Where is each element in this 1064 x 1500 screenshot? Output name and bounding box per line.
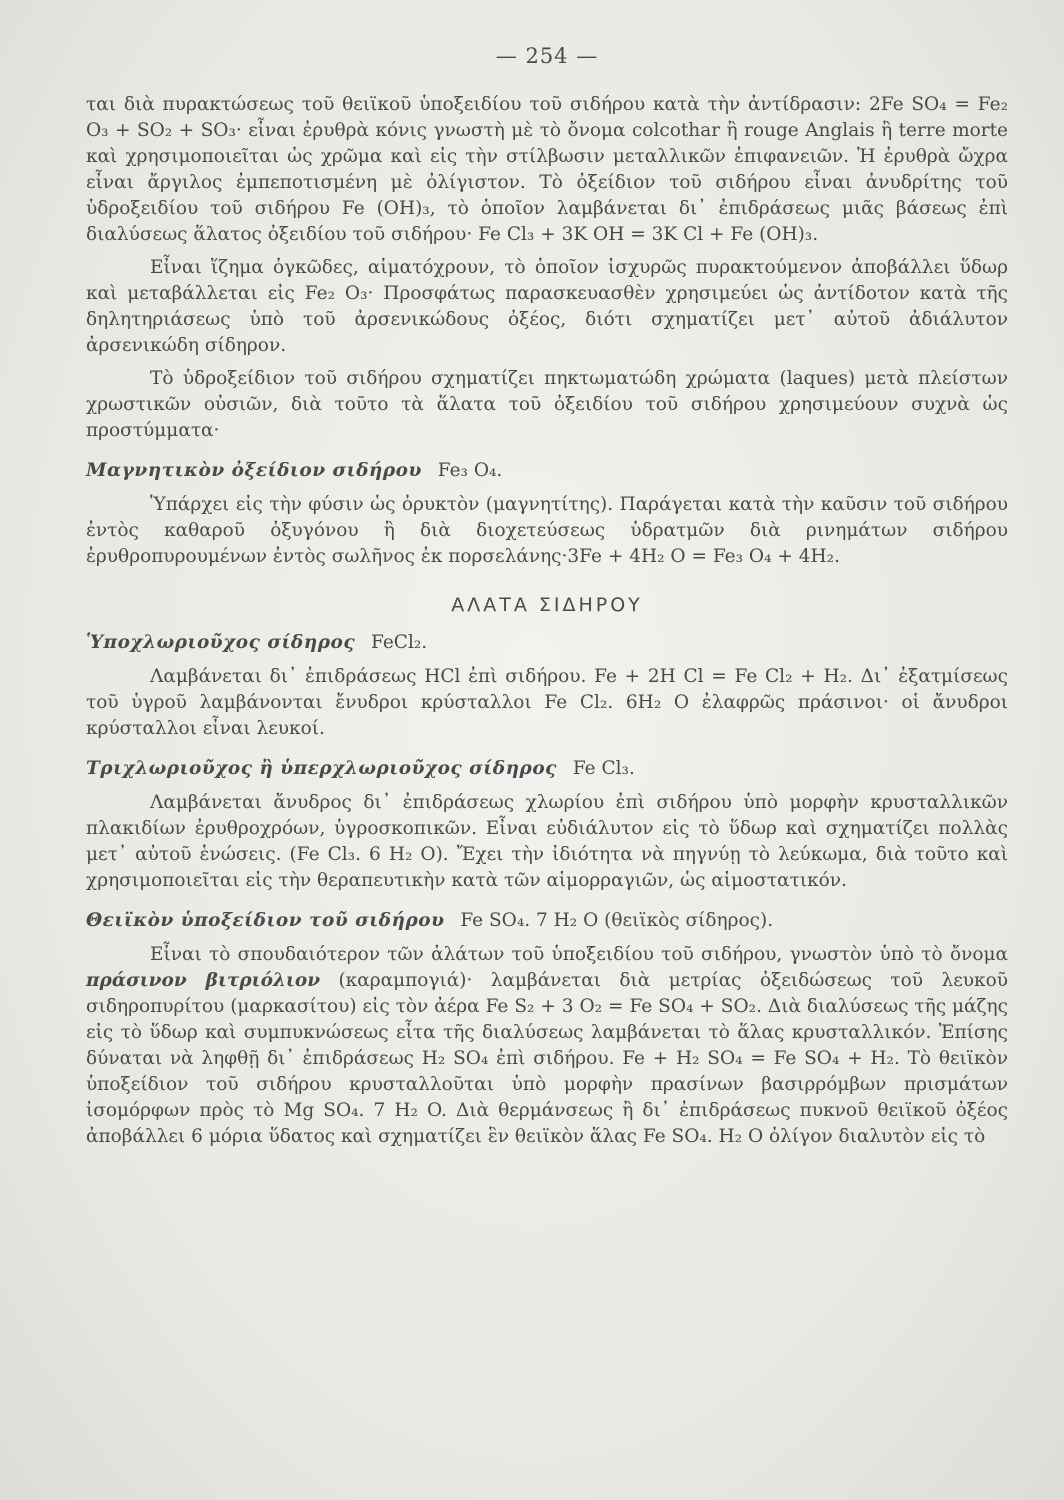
ferrous-sulfate-title: Θειϊκὸν ὑποξείδιον τοῦ σιδήρου (86, 910, 445, 931)
ferrous-sulfate-formula: Fe SO₄. 7 H₂ O (θειϊκὸς σίδηρος). (460, 910, 774, 931)
paragraph-ferrous-sulfate (86, 942, 1008, 1150)
magnetic-oxide-formula: Fe₃ O₄. (437, 460, 503, 481)
section-title-iron-salts: ΑΛΑΤΑ ΣΙΔΗΡΟΥ (451, 594, 643, 616)
page-number: — 254 — (495, 44, 599, 68)
paragraph-iron-oxide: ται διὰ πυρακτώσεως τοῦ θειϊκοῦ ὑποξειδίου τοῦ σιδήρου κατὰ τὴν ἀντίδρασιν: 2Fe SO₄ = Fe₂ O₃ + SO₂ + SO₃· εἶναι ἐρυθρὰ κόνις γνωστὴ μὲ τὸ ὄνομα colcothar ἢ rouge Anglais ἢ terre morte καὶ χρησιμοποιεῖται ὡς χρῶμα καὶ εἰς τὴν στίλβωσιν μεταλλικῶν ἐπιφανειῶν. Ἡ ἐρυθρὰ ὤχρα εἶναι ἄργιλος ἐμπεποτισμένη μὲ ὀλίγιστον. Τὸ ὀξείδιον τοῦ σιδήρου εἶναι ἀνυδρίτης τοῦ ὑδροξειδίου τοῦ σιδήρου Fe (OH)₃, τὸ ὁποῖον λαμβάνεται δι᾽ ἐπιδράσεως μιᾶς βάσεως ἐπὶ διαλύσεως ἅλατος ὀξειδίου τοῦ σιδήρου· Fe Cl₃ + 3K OH = 3K Cl + Fe (OH)₃. (86, 94, 1008, 245)
ferrous-chloride-formula: FeCl₂. (371, 632, 428, 653)
magnetic-oxide-heading (86, 458, 1008, 484)
green-vitriol-term: πράσινον βιτριόλιον (86, 970, 321, 991)
paragraph-ferrous-chloride: Λαμβάνεται δι᾽ ἐπιδράσεως HCl ἐπὶ σιδήρου. Fe + 2H Cl = Fe Cl₂ + H₂. Δι᾽ ἐξατμίσεως τοῦ ὑγροῦ λαμβάνονται ἔνυδροι κρύσταλλοι Fe Cl₂. 6H₂ O ἐλαφρῶς πράσινοι· οἱ ἄνυδροι κρύσταλλοι εἶναι λευκοί. (86, 666, 1008, 739)
paragraph-laques: Τὸ ὑδροξείδιον τοῦ σιδήρου σχηματίζει πηκτωματώδη χρώματα (laques) μετὰ πλείστων χρωστικῶν οὐσιῶν, διὰ τοῦτο τὰ ἅλατα τοῦ ὀξειδίου τοῦ σιδήρου χρησιμεύουν συχνὰ ὡς προστύμματα· (86, 368, 1008, 441)
ferric-chloride-heading (86, 756, 1008, 782)
ferrous-chloride-title: Ὑποχλωριοῦχος σίδηρος (86, 632, 356, 653)
ferric-chloride-title: Τριχλωριοῦχος ἢ ὑπερχλωριοῦχος σίδηρος (86, 758, 557, 779)
ferric-chloride-formula: Fe Cl₃. (572, 758, 635, 779)
ferrous-chloride-heading (86, 630, 1008, 656)
ferrous-sulfate-text-after: (καραμπογιά)· λαμβάνεται διὰ μετρίας ὀξειδώσεως τοῦ λευκοῦ σιδηροπυρίτου (μαρκασίτου) εἰς τὸν ἀέρα Fe S₂ + 3 O₂ = Fe SO₄ + SO₂. Διὰ διαλύσεως τῆς μάζης εἰς τὸ ὕδωρ καὶ συμπυκνώσεως εἶτα τῆς διαλύσεως λαμβάνεται τὸ ἅλας κρυσταλλικόν. Ἐπίσης δύναται νὰ ληφθῇ δι᾽ ἐπιδράσεως H₂ SO₄ ἐπὶ σιδήρου. Fe + H₂ SO₄ = Fe SO₄ + H₂. Τὸ θειϊκὸν ὑποξείδιον τοῦ σιδήρου κρυσταλλοῦται ὑπὸ μορφὴν πρασίνων βασιρρόμβων πρισμάτων ἰσομόρφων πρὸς τὸ Mg SO₄. 7 H₂ O. Διὰ θερμάνσεως ἢ δι᾽ ἐπιδράσεως πυκνοῦ θειϊκοῦ ὀξέος ἀποβάλλει 6 μόρια ὕδατος καὶ σχηματίζει ἓν θειϊκὸν ἅλας Fe SO₄. H₂ O ὀλίγον διαλυτὸν εἰς τὸ (86, 970, 1008, 1147)
ferrous-sulfate-text-before: Εἶναι τὸ σπουδαιότερον τῶν ἁλάτων τοῦ ὑποξειδίου τοῦ σιδήρου, γνωστὸν ὑπὸ τὸ ὄνομα (150, 944, 1008, 965)
paragraph-hydroxide-properties: Εἶναι ἵζημα ὀγκῶδες, αἱματόχρουν, τὸ ὁποῖον ἰσχυρῶς πυρακτούμενον ἀποβάλλει ὕδωρ καὶ μεταβάλλεται εἰς Fe₂ O₃· Προσφάτως παρασκευασθὲν χρησιμεύει ὡς ἀντίδοτον κατὰ τῆς δηλητηριάσεως ὑπὸ τοῦ ἀρσενικώδους ὀξέος, διότι σχηματίζει μετ᾽ αὐτοῦ ἀδιάλυτον ἀρσενικώδη σίδηρον. (86, 257, 1008, 356)
magnetic-oxide-title: Μαγνητικὸν ὀξείδιον σιδήρου (86, 460, 422, 481)
paragraph-ferric-chloride: Λαμβάνεται ἄνυδρος δι᾽ ἐπιδράσεως χλωρίου ἐπὶ σιδήρου ὑπὸ μορφὴν κρυσταλλικῶν πλακιδίων ἐρυθροχρόων, ὑγροσκοπικῶν. Εἶναι εὐδιάλυτον εἰς τὸ ὕδωρ καὶ σχηματίζει πολλὰς μετ᾽ αὐτοῦ ἑνώσεις. (Fe Cl₃. 6 H₂ O). Ἔχει τὴν ἰδιότητα νὰ πηγνύῃ τὸ λεύκωμα, διὰ τοῦτο καὶ χρησιμοποιεῖται εἰς τὴν θεραπευτικὴν κατὰ τῶν αἱμορραγιῶν, ὡς αἱμοστατικόν. (86, 792, 1008, 891)
paragraph-magnetic-oxide: Ὑπάρχει εἰς τὴν φύσιν ὡς ὀρυκτὸν (μαγνητίτης). Παράγεται κατὰ τὴν καῦσιν τοῦ σιδήρου ἐντὸς καθαροῦ ὀξυγόνου ἢ διὰ διοχετεύσεως ὑδρατμῶν διὰ ρινημάτων σιδήρου ἐρυθροπυρουμένων ἐντὸς σωλῆνος ἐκ πορσελάνης·3Fe + 4H₂ O = Fe₃ O₄ + 4H₂. (86, 494, 1008, 567)
ferrous-sulfate-heading (86, 908, 1008, 934)
